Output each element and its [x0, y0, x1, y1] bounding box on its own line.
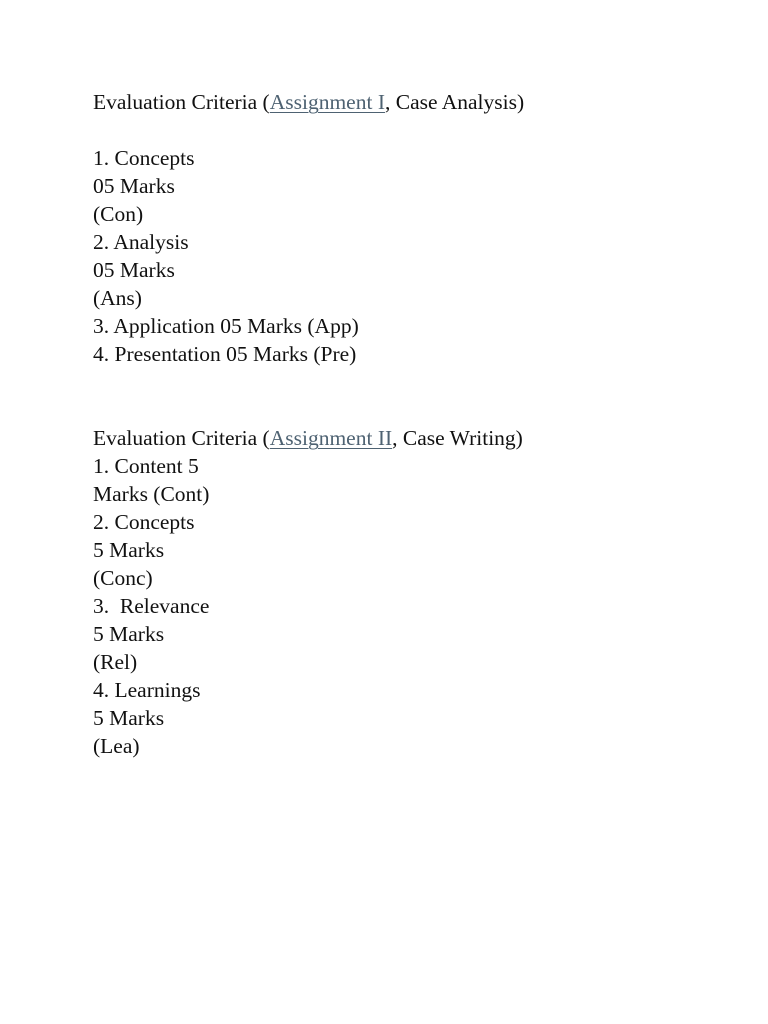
criteria-line: 1. Content 5 — [93, 454, 199, 478]
criteria-line: (Conc) — [93, 566, 153, 590]
criteria-line: 1. Concepts — [93, 146, 195, 170]
criteria-line: 05 Marks — [93, 258, 175, 282]
document-body — [93, 88, 524, 760]
criteria-line: 4. Presentation 05 Marks (Pre) — [93, 342, 357, 366]
criteria-line: 05 Marks — [93, 174, 175, 198]
criteria-line: 4. Learnings — [93, 678, 201, 702]
criteria-line: 3. Application 05 Marks (App) — [93, 314, 359, 338]
criteria-line: (Rel) — [93, 650, 138, 674]
criteria-line: 2. Analysis — [93, 230, 189, 254]
section2-list — [93, 452, 524, 760]
section1-heading-prefix: Evaluation Criteria ( — [93, 90, 270, 114]
section2-heading-prefix: Evaluation Criteria ( — [93, 426, 270, 450]
section1-heading — [93, 88, 524, 116]
assignment-1-link[interactable]: Assignment I — [269, 90, 385, 114]
criteria-line: (Lea) — [93, 734, 140, 758]
criteria-line: Marks (Cont) — [93, 482, 210, 506]
section1-list — [93, 144, 524, 368]
criteria-line: 5 Marks — [93, 622, 165, 646]
criteria-line: 3. Relevance — [93, 594, 210, 618]
section2-heading — [93, 424, 524, 452]
section1-heading-suffix: , Case Analysis) — [384, 90, 525, 114]
criteria-line: (Con) — [93, 202, 144, 226]
assignment-2-link[interactable]: Assignment II — [269, 426, 393, 450]
criteria-line: 5 Marks — [93, 538, 165, 562]
criteria-line: 2. Concepts — [93, 510, 195, 534]
section2-heading-suffix: , Case Writing) — [392, 426, 523, 450]
criteria-line: 5 Marks — [93, 706, 165, 730]
spacer — [93, 368, 524, 424]
spacer — [93, 116, 524, 144]
criteria-line: (Ans) — [93, 286, 142, 310]
